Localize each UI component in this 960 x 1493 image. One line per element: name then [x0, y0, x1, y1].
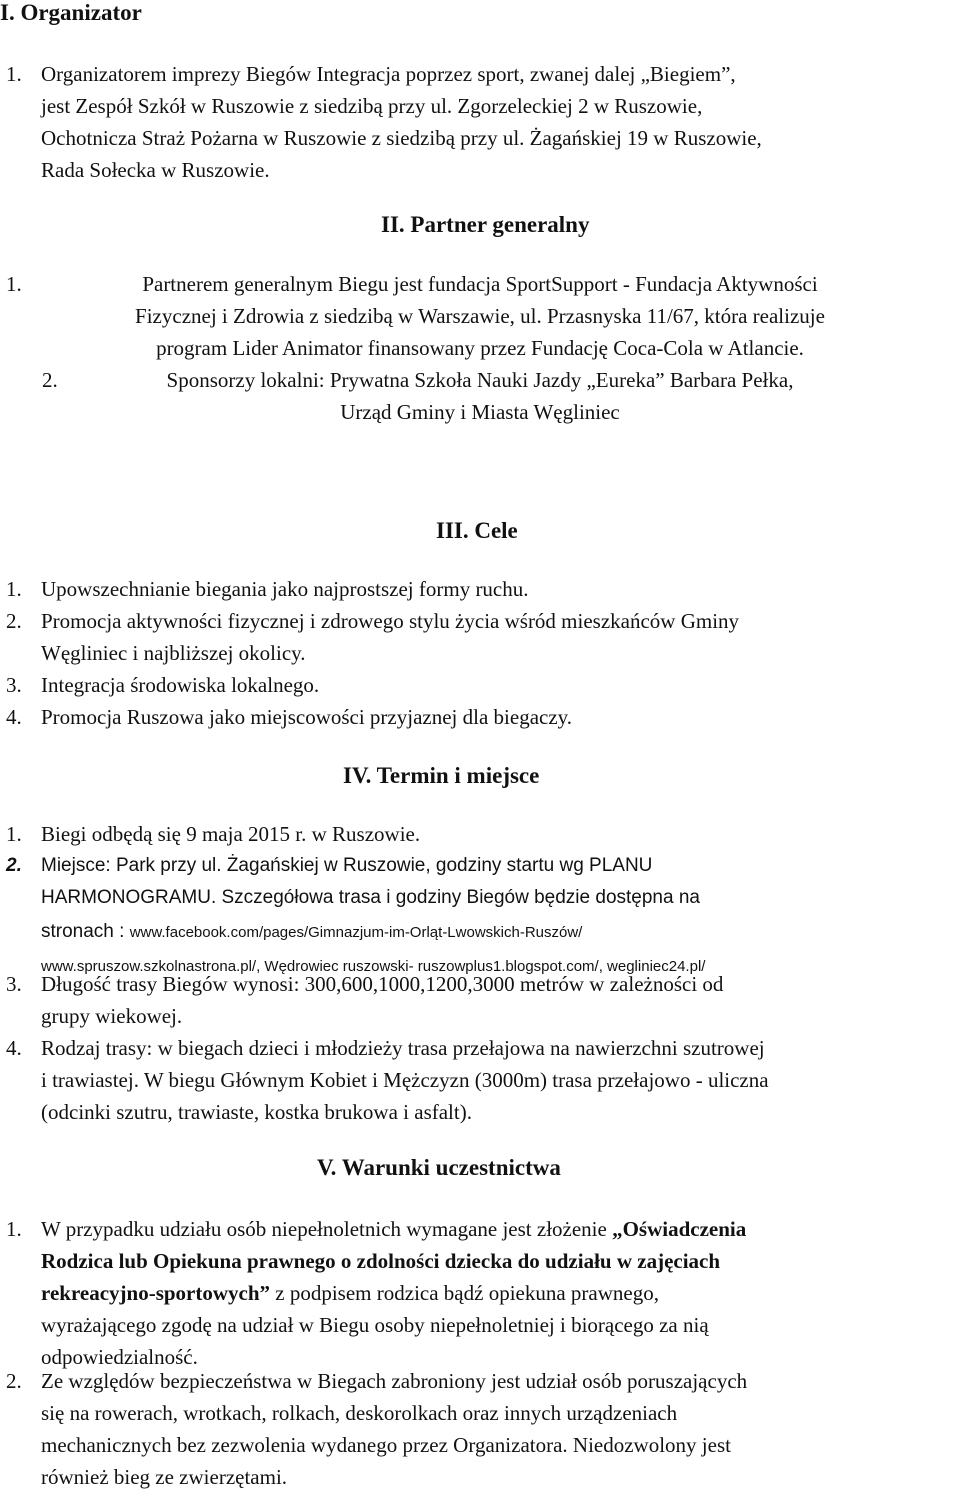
item-number: 2. [6, 609, 22, 633]
text-line: Biegi odbędą się 9 maja 2015 r. w Ruszowie. [41, 822, 421, 846]
text-line [41, 914, 705, 949]
heading-warunki-uczestnictwa: V. Warunki uczestnictwa [317, 1155, 561, 1180]
bold-text: Rodzica lub Opiekuna prawnego o zdolności dziecka do udziału w zajęciach [41, 1249, 721, 1273]
text-line [41, 1213, 746, 1245]
item-text [41, 1213, 746, 1373]
text-line: Ochotnicza Straż Pożarna w Ruszowie z siedzibą przy ul. Żagańskiej 19 w Ruszowie, [41, 126, 762, 150]
heading-cele: III. Cele [436, 518, 518, 543]
facebook-link[interactable]: www.facebook.com/pages/Gimnazjum-im-Orląt-Lwowskich-Ruszów/ [129, 924, 583, 941]
text-segment: z podpisem rodzica bądź opiekuna prawnego, [270, 1281, 659, 1305]
item-text [41, 818, 420, 850]
item-number: 1. [6, 1217, 22, 1241]
item-number: 2. [6, 1369, 22, 1393]
text-line [41, 1277, 746, 1309]
item-text [41, 968, 723, 1032]
text-line: się na rowerach, wrotkach, rolkach, deskorolkach oraz innych urządzeniach [41, 1401, 678, 1425]
item-number: 1. [6, 822, 22, 846]
item-text [41, 850, 705, 982]
text-line: Sponsorzy lokalni: Prywatna Szkoła Nauki Jazdy „Eureka” Barbara Pełka, [166, 368, 794, 392]
text-line: odpowiedzialność. [41, 1345, 198, 1369]
item-text [70, 364, 890, 428]
text-line: program Lider Animator finansowany przez Fundację Coca-Cola w Atlancie. [156, 336, 804, 360]
text-line: wyrażającego zgodę na udział w Biegu osoby niepełnoletniej i biorącego za nią [41, 1313, 709, 1337]
text-line: Partnerem generalnym Biegu jest fundacja SportSupport - Fundacja Aktywności [142, 272, 818, 296]
item-number: 1. [6, 62, 22, 86]
item-text [41, 669, 319, 701]
text-line: również bieg ze zwierzętami. [41, 1465, 288, 1489]
item-number: 3. [6, 673, 22, 697]
text-line: Rodzaj trasy: w biegach dzieci i młodzieży trasa przełajowa na nawierzchni szutrowej [41, 1036, 765, 1060]
item-text [30, 268, 930, 364]
item-text [41, 701, 572, 733]
item-text [41, 605, 739, 669]
text-line: Upowszechnianie biegania jako najprostszej formy ruchu. [41, 577, 529, 601]
text-line: Promocja aktywności fizycznej i zdrowego stylu życia wśród mieszkańców Gminy [41, 609, 740, 633]
text-line: Organizatorem imprezy Biegów Integracja poprzez sport, zwanej dalej „Biegiem”, [41, 62, 736, 86]
item-number: 1. [6, 577, 22, 601]
text-line: Miejsce: Park przy ul. Żagańskiej w Ruszowie, godziny startu wg PLANU [41, 855, 653, 876]
text-line: Urząd Gminy i Miasta Węgliniec [340, 400, 620, 424]
text-segment: stronach : [41, 921, 130, 942]
item-number: 3. [6, 972, 22, 996]
text-line: Fizycznej i Zdrowia z siedzibą w Warszawie, ul. Przasnyska 11/67, która realizuje [135, 304, 825, 328]
text-segment: W przypadku udziału osób niepełnoletnich wymagane jest złożenie [41, 1217, 613, 1241]
text-line: Promocja Ruszowa jako miejscowości przyjaznej dla biegaczy. [41, 705, 573, 729]
item-number: 2. [6, 855, 22, 876]
text-line: i trawiastej. W biegu Głównym Kobiet i Mężczyzn (3000m) trasa przełajowo - uliczna [41, 1068, 769, 1092]
heading-organizator: I. Organizator [0, 0, 142, 25]
websites-links[interactable]: www.spruszow.szkolnastrona.pl/, Wędrowiec ruszowski- ruszowplus1.blogspot.com/, wegliniec24.pl/ [41, 958, 706, 975]
text-line: mechanicznych bez zezwolenia wydanego przez Organizatora. Niedozwolony jest [41, 1433, 731, 1457]
text-line: Rada Sołecka w Ruszowie. [41, 158, 270, 182]
item-text [41, 58, 762, 186]
item-number: 4. [6, 1036, 22, 1060]
item-text [41, 1032, 769, 1128]
item-number: 4. [6, 705, 22, 729]
heading-termin-i-miejsce: IV. Termin i miejsce [343, 763, 540, 788]
bold-text: „Oświadczenia [612, 1217, 747, 1241]
text-line: Węgliniec i najbliższej okolicy. [41, 641, 306, 665]
text-line: Integracja środowiska lokalnego. [41, 673, 320, 697]
item-text [41, 1365, 747, 1493]
text-line: (odcinki szutru, trawiaste, kostka brukowa i asfalt). [41, 1100, 472, 1124]
item-number: 1. [6, 272, 22, 296]
heading-partner-generalny: II. Partner generalny [381, 212, 590, 237]
text-line: HARMONOGRAMU. Szczegółowa trasa i godziny Biegów będzie dostępna na [41, 887, 700, 908]
bold-text: rekreacyjno-sportowych” [41, 1281, 271, 1305]
text-line: jest Zespół Szkół w Ruszowie z siedzibą przy ul. Zgorzeleckiej 2 w Ruszowie, [41, 94, 703, 118]
text-line: grupy wiekowej. [41, 1004, 183, 1028]
item-text [41, 573, 529, 605]
item-number: 2. [42, 368, 58, 392]
text-line: Ze względów bezpieczeństwa w Biegach zabroniony jest udział osób poruszających [41, 1369, 748, 1393]
text-line: Długość trasy Biegów wynosi: 300,600,1000,1200,3000 metrów w zależności od [41, 972, 724, 996]
